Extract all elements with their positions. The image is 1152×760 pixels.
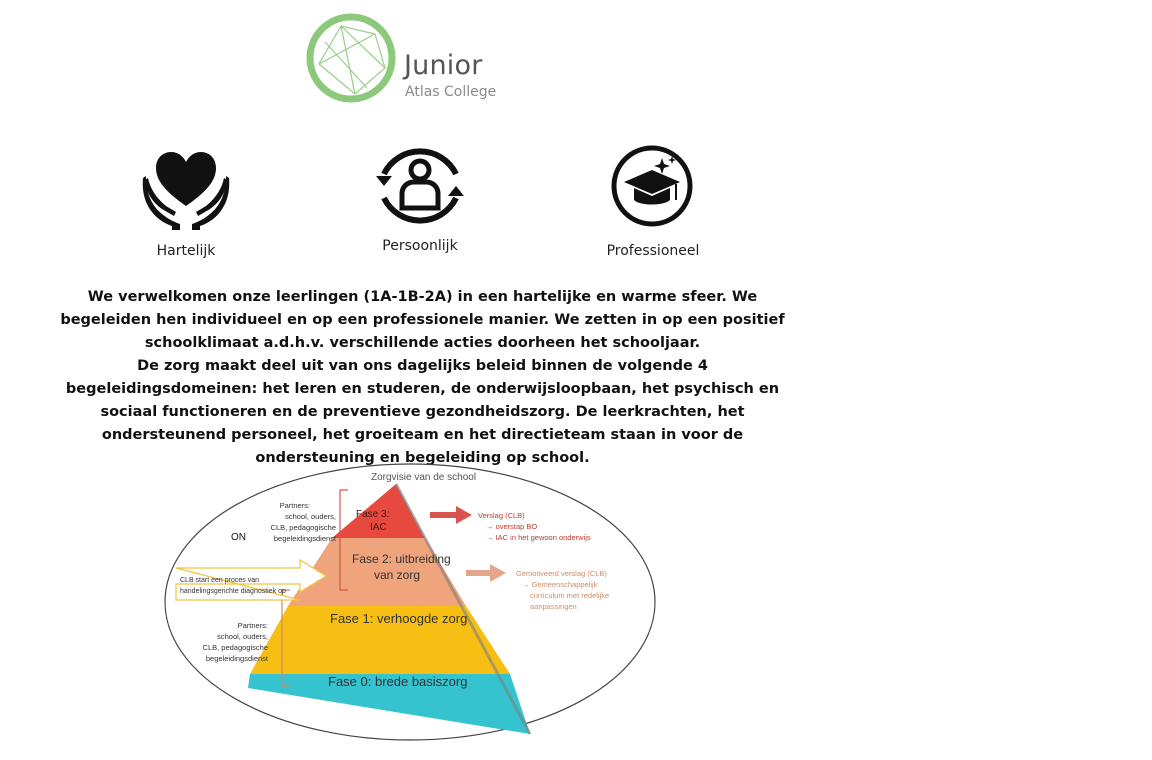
partners-bottom-line: school, ouders,: [217, 632, 268, 641]
partners-top-line: begeleidingsdienst: [273, 534, 336, 543]
orange-arrow: [466, 564, 506, 582]
phase-0-label: Fase 0: brede basiszorg: [328, 674, 468, 689]
intro-line: begeleiden hen individueel en op een professionele manier. We zetten in op een positief: [60, 312, 785, 328]
orange-note-line: Gemotiveerd verslag (CLB): [516, 569, 607, 578]
clb-process-line1: CLB start een proces van: [180, 577, 259, 584]
heart-hands-icon: [136, 136, 236, 236]
orange-note-line: curriculum met redelijke: [530, 591, 610, 600]
value-label-hartelijk: Hartelijk: [156, 243, 216, 259]
phase-1-label: Fase 1: verhoogde zorg: [330, 611, 468, 626]
value-label-persoonlijk: Persoonlijk: [382, 238, 458, 254]
intro-line: begeleidingsdomeinen: het leren en studeren, de onderwijsloopbaan, het psychisch en: [65, 381, 780, 397]
intro-line: sociaal functioneren en de preventieve gezondheidszorg. De leerkrachten, het: [100, 404, 745, 420]
red-arrow: [430, 506, 472, 524]
phase-3-label-line2: IAC: [370, 522, 387, 533]
intro-line: ondersteunend personeel, het groeiteam en het directieteam staan in voor de: [101, 427, 744, 443]
orange-note-line: → Gemeenschappelijk: [522, 580, 598, 589]
logo-subtitle: Atlas College: [405, 84, 497, 100]
phase-2-label-line2: van zorg: [374, 568, 421, 582]
partners-top-line: Partners:: [279, 501, 310, 510]
partners-bottom-line: begeleidingsdienst: [205, 654, 268, 663]
zorgvisie-diagram: [160, 460, 660, 750]
intro-line: schoolklimaat a.d.h.v. verschillende acties doorheen het schooljaar.: [144, 335, 701, 351]
intro-line: We verwelkomen onze leerlingen (1A-1B-2A) in een hartelijke en warme sfeer. We: [87, 289, 758, 305]
intro-paragraph: [60, 286, 785, 470]
phase-3-label-line1: Fase 3:: [356, 509, 390, 520]
partners-top-line: CLB, pedagogische: [270, 523, 336, 532]
red-note-line: → overstap BO: [486, 522, 538, 531]
orange-note-line: aanpassingen: [530, 602, 577, 611]
logo-mark: [305, 12, 397, 104]
graduation-cap-icon: [604, 136, 704, 236]
logo-title: Junior: [404, 50, 483, 81]
partners-bottom-line: CLB, pedagogische: [202, 643, 268, 652]
red-note-line: Verslag (CLB): [478, 511, 525, 520]
phase-2-label-line1: Fase 2: uitbreiding: [352, 552, 451, 566]
intro-line: ondersteuning en begeleiding op school.: [255, 450, 590, 466]
partners-top-line: school, ouders,: [285, 512, 336, 521]
value-label-professioneel: Professioneel: [606, 243, 700, 259]
person-cycle-icon: [370, 136, 470, 236]
red-note-line: → IAC in het gewoon onderwijs: [486, 533, 591, 542]
intro-line: De zorg maakt deel uit van ons dagelijks beleid binnen de volgende 4: [137, 358, 708, 374]
diagram-title: Zorgvisie van de school: [371, 472, 477, 483]
on-label: ON: [231, 532, 246, 543]
partners-bottom-line: Partners:: [237, 621, 268, 630]
clb-process-line2: handelingsgerichte diagnostiek op: [180, 588, 286, 595]
